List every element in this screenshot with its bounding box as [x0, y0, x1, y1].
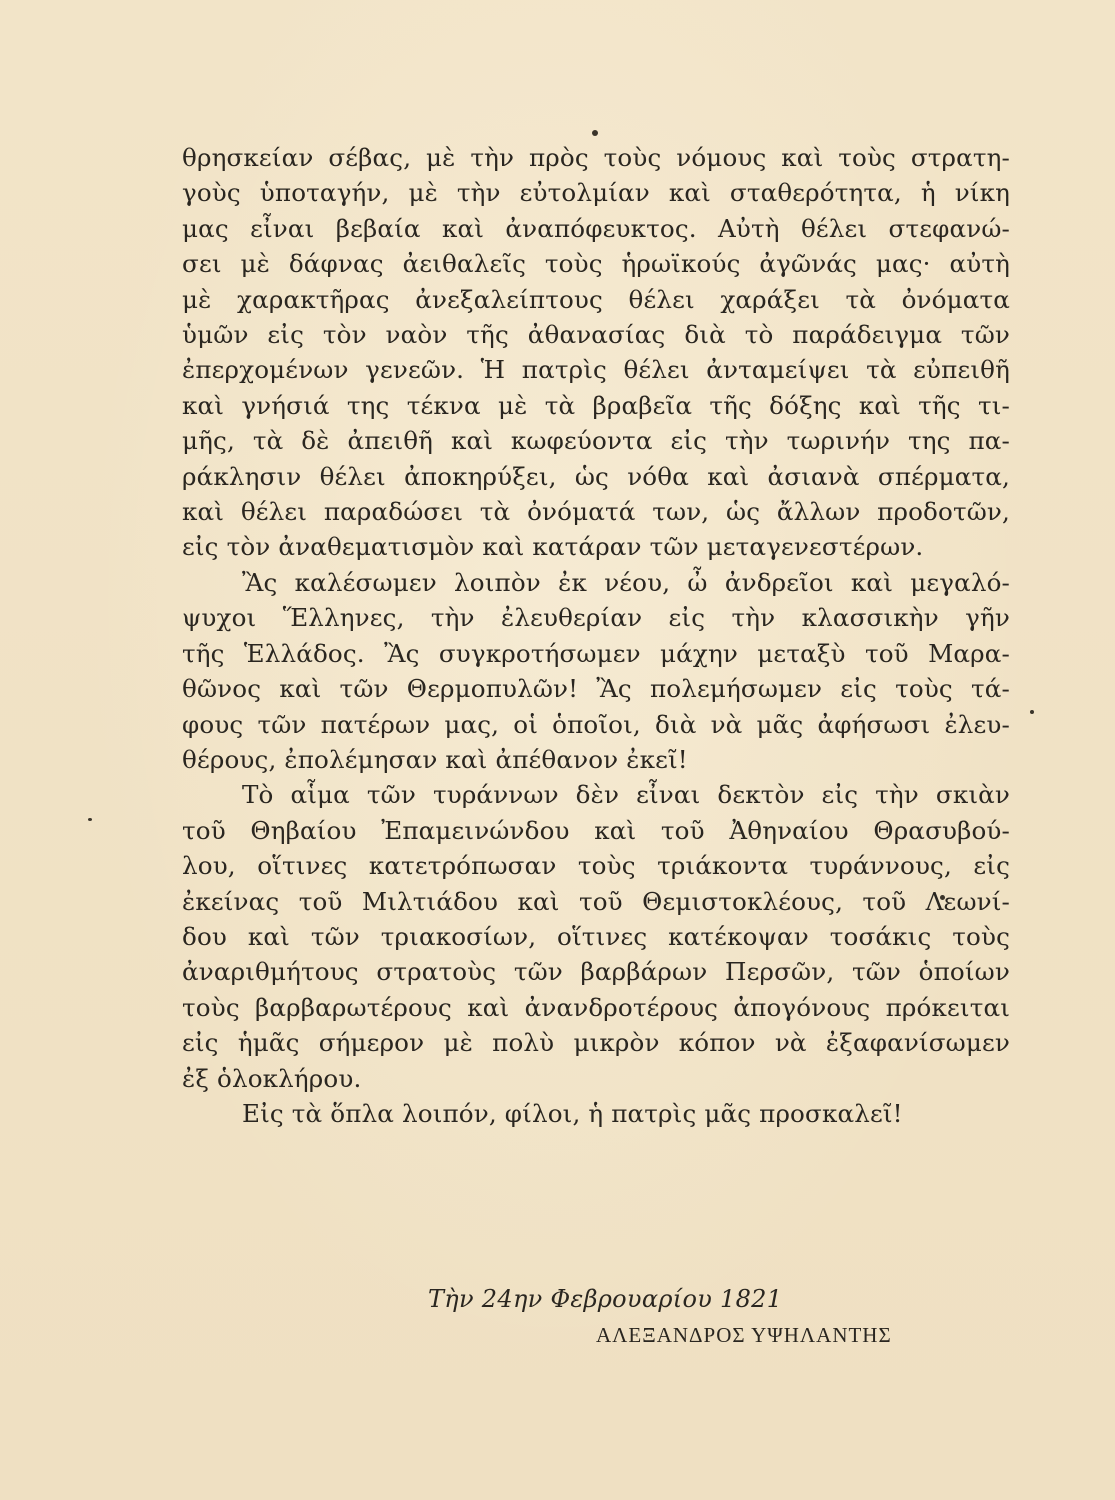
proclamation-date: Τὴν 24ην Φεβρουαρίου 1821 [428, 1285, 783, 1313]
text-line: καὶ θέλει παραδώσει τὰ ὀνόματά των, ὡς ἄλλων προδοτῶν, [182, 497, 1010, 527]
text-line: φους τῶν πατέρων μας, οἱ ὁποῖοι, διὰ νὰ μᾶς ἀφήσωσι ἐλευ- [182, 709, 1010, 739]
text-line: θρησκείαν σέβας, μὲ τὴν πρὸς τοὺς νόμους καὶ τοὺς στρατη- [182, 143, 1010, 172]
paragraph-3 [182, 777, 1010, 1096]
text-line: γοὺς ὑποταγήν, μὲ τὴν εὐτολμίαν καὶ σταθερότητα, ἡ νίκη [182, 178, 1010, 208]
ink-speck [592, 130, 598, 136]
text-line: ἐπερχομένων γενεῶν. Ἡ πατρὶς θέλει ἀνταμείψει τὰ εὐπειθῆ [182, 355, 1010, 385]
text-line: ράκλησιν θέλει ἀποκηρύξει, ὡς νόθα καὶ ἀσιανὰ σπέρματα, [182, 461, 1010, 491]
paragraph-1 [182, 140, 1010, 565]
text-line: τοὺς βαρβαρωτέρους καὶ ἀνανδροτέρους ἀπογόνους πρόκειται [182, 992, 1010, 1022]
signature: ΑΛΕΞΑΝΔΡΟΣ ΥΨΗΛΑΝΤΗΣ [596, 1323, 892, 1347]
text-line: Εἰς τὰ ὅπλα λοιπόν, φίλοι, ἡ πατρὶς μᾶς προσκαλεῖ! [242, 1098, 903, 1128]
text-line: σει μὲ δάφνας ἀειθαλεῖς τοὺς ἡρωϊκούς ἀγῶνάς μας· αὐτὴ [182, 249, 1010, 279]
text-line: μῆς, τὰ δὲ ἀπειθῆ καὶ κωφεύοντα εἰς τὴν τωρινήν της πα- [182, 426, 1010, 456]
text-line: ψυχοι Ἕλληνες, τὴν ἐλευθερίαν εἰς τὴν κλασσικὴν γῆν [182, 603, 1010, 633]
text-line: λου, οἵτινες κατετρόπωσαν τοὺς τριάκοντα τυράννους, εἰς [182, 851, 1010, 881]
text-line: τοῦ Θηβαίου Ἐπαμεινώνδου καὶ τοῦ Ἀθηναίου Θρασυβού- [182, 815, 1010, 845]
text-line: θέρους, ἐπολέμησαν καὶ ἀπέθανον ἐκεῖ! [182, 744, 688, 774]
text-line: εἰς ἡμᾶς σήμερον μὲ πολὺ μικρὸν κόπον νὰ ἐξαφανίσωμεν [182, 1028, 1010, 1058]
text-line: Τὸ αἷμα τῶν τυράννων δὲν εἶναι δεκτὸν εἰς τὴν σκιὰν [242, 780, 1010, 810]
proclamation-body [182, 140, 1010, 1131]
text-line: μας εἶναι βεβαία καὶ ἀναπόφευκτος. Αὐτὴ θέλει στεφανώ- [182, 213, 1010, 243]
text-line: ἐκείνας τοῦ Μιλτιάδου καὶ τοῦ Θεμιστοκλέους, τοῦ Λεωνί- [182, 886, 1010, 916]
paragraph-4 [182, 1096, 1010, 1131]
text-line: θῶνος καὶ τῶν Θερμοπυλῶν! Ἂς πολεμήσωμεν εἰς τοὺς τά- [182, 674, 1010, 704]
text-line: εἰς τὸν ἀναθεματισμὸν καὶ κατάραν τῶν μεταγενεστέρων. [182, 532, 924, 562]
text-line: ἀναριθμήτους στρατοὺς τῶν βαρβάρων Περσῶν, τῶν ὁποίων [182, 957, 1010, 987]
text-line: τῆς Ἑλλάδος. Ἂς συγκροτήσωμεν μάχην μεταξὺ τοῦ Μαρα- [182, 638, 1010, 668]
text-line: δου καὶ τῶν τριακοσίων, οἵτινες κατέκοψαν τοσάκις τοὺς [182, 921, 1010, 951]
ink-speck [1030, 710, 1034, 714]
ink-speck [88, 818, 92, 821]
paragraph-2 [182, 565, 1010, 777]
text-line: ὑμῶν εἰς τὸν ναὸν τῆς ἀθανασίας διὰ τὸ παράδειγμα τῶν [182, 320, 1010, 350]
text-line: ἐξ ὁλοκλήρου. [182, 1063, 362, 1093]
text-line: Ἂς καλέσωμεν λοιπὸν ἐκ νέου, ὦ ἀνδρεῖοι καὶ μεγαλό- [242, 567, 1010, 597]
text-line: καὶ γνήσιά της τέκνα μὲ τὰ βραβεῖα τῆς δόξης καὶ τῆς τι- [182, 390, 1010, 420]
text-line: μὲ χαρακτῆρας ἀνεξαλείπτους θέλει χαράξει τὰ ὀνόματα [182, 284, 1010, 314]
